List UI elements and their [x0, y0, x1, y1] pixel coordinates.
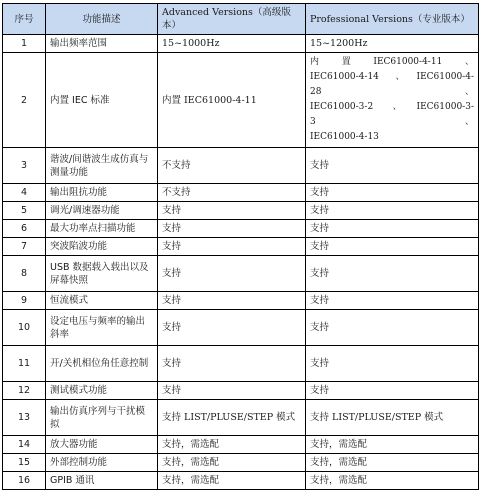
comparison-table-container [2, 3, 478, 490]
header-advanced: Advanced Versions（高级版本） [158, 4, 306, 35]
advanced-cell: 支持 [158, 202, 306, 220]
row-number: 8 [3, 256, 46, 292]
row-number: 1 [3, 35, 46, 53]
feature-cell: 最大功率点扫描功能 [46, 220, 158, 238]
table-row [3, 148, 479, 184]
feature-cell: 突波陷波功能 [46, 238, 158, 256]
table-header-row [3, 4, 479, 35]
table-row [3, 400, 479, 436]
row-number: 13 [3, 400, 46, 436]
feature-cell: 外部控制功能 [46, 454, 158, 472]
feature-cell: 放大器功能 [46, 436, 158, 454]
row-number: 2 [3, 53, 46, 148]
advanced-cell: 支持 [158, 346, 306, 382]
advanced-cell: 支持 [158, 220, 306, 238]
feature-cell: 设定电压与频率的输出斜率 [46, 310, 158, 346]
iec-standard-line: IEC61000-4-14 、 IEC61000-4-28 、 [310, 72, 474, 97]
row-number: 9 [3, 292, 46, 310]
advanced-cell: 支持 [158, 292, 306, 310]
feature-cell: 测试模式功能 [46, 382, 158, 400]
row-number: 10 [3, 310, 46, 346]
advanced-cell: 支持 LIST/PLUSE/STEP 模式 [158, 400, 306, 436]
professional-cell [306, 53, 479, 148]
advanced-cell: 15~1000Hz [158, 35, 306, 53]
row-number: 14 [3, 436, 46, 454]
header-no: 序号 [3, 4, 46, 35]
feature-cell: 恒流模式 [46, 292, 158, 310]
professional-cell: 支持 [306, 220, 479, 238]
advanced-cell: 支持，需选配 [158, 472, 306, 490]
advanced-cell: 支持 [158, 310, 306, 346]
professional-cell: 支持，需选配 [306, 436, 479, 454]
row-number: 4 [3, 184, 46, 202]
row-number: 5 [3, 202, 46, 220]
professional-cell: 支持 [306, 148, 479, 184]
table-row [3, 310, 479, 346]
professional-cell: 支持 [306, 202, 479, 220]
advanced-cell: 不支持 [158, 184, 306, 202]
professional-cell: 支持 [306, 256, 479, 292]
iec-standard-line: IEC61000-4-13 [310, 132, 379, 142]
professional-cell: 支持 [306, 238, 479, 256]
table-row [3, 382, 479, 400]
table-row [3, 220, 479, 238]
professional-cell: 支持 [306, 346, 479, 382]
professional-cell: 15~1200Hz [306, 35, 479, 53]
table-row [3, 202, 479, 220]
feature-cell: 谐波/间谐波生成仿真与测量功能 [46, 148, 158, 184]
professional-cell: 支持 [306, 292, 479, 310]
feature-cell: 内置 IEC 标准 [46, 53, 158, 148]
row-number: 7 [3, 238, 46, 256]
advanced-cell: 支持 [158, 382, 306, 400]
header-professional: Professional Versions（专业版本） [306, 4, 479, 35]
feature-cell: 输出阻抗功能 [46, 184, 158, 202]
row-number: 6 [3, 220, 46, 238]
table-row [3, 346, 479, 382]
row-number: 12 [3, 382, 46, 400]
advanced-cell: 不支持 [158, 148, 306, 184]
table-row [3, 184, 479, 202]
version-comparison-table [2, 3, 479, 490]
table-row [3, 35, 479, 53]
row-number: 3 [3, 148, 46, 184]
table-row [3, 472, 479, 490]
row-number: 11 [3, 346, 46, 382]
iec-standard-line: 内 置 IEC61000-4-11 、 [310, 57, 474, 67]
professional-cell: 支持 [306, 382, 479, 400]
advanced-cell: 支持 [158, 238, 306, 256]
professional-cell: 支持，需选配 [306, 454, 479, 472]
advanced-cell: 支持，需选配 [158, 436, 306, 454]
professional-cell: 支持 [306, 310, 479, 346]
table-row [3, 53, 479, 148]
advanced-cell: 支持，需选配 [158, 454, 306, 472]
header-feature: 功能描述 [46, 4, 158, 35]
professional-cell: 支持，需选配 [306, 472, 479, 490]
row-number: 15 [3, 454, 46, 472]
table-row [3, 454, 479, 472]
table-row [3, 238, 479, 256]
feature-cell: 调光/调速器功能 [46, 202, 158, 220]
table-row [3, 256, 479, 292]
professional-cell: 支持 [306, 184, 479, 202]
feature-cell: 开/关机相位角任意控制 [46, 346, 158, 382]
feature-cell: 输出仿真序列与干扰模拟 [46, 400, 158, 436]
row-number: 16 [3, 472, 46, 490]
advanced-cell: 支持 [158, 256, 306, 292]
professional-cell: 支持 LIST/PLUSE/STEP 模式 [306, 400, 479, 436]
feature-cell: 输出频率范围 [46, 35, 158, 53]
iec-standard-line: IEC61000-3-2 、 IEC61000-3-3 、 [310, 102, 474, 127]
feature-cell: GPIB 通讯 [46, 472, 158, 490]
table-row [3, 436, 479, 454]
advanced-cell: 内置 IEC61000-4-11 [158, 53, 306, 148]
feature-cell: USB 数据载入载出以及屏幕快照 [46, 256, 158, 292]
table-row [3, 292, 479, 310]
